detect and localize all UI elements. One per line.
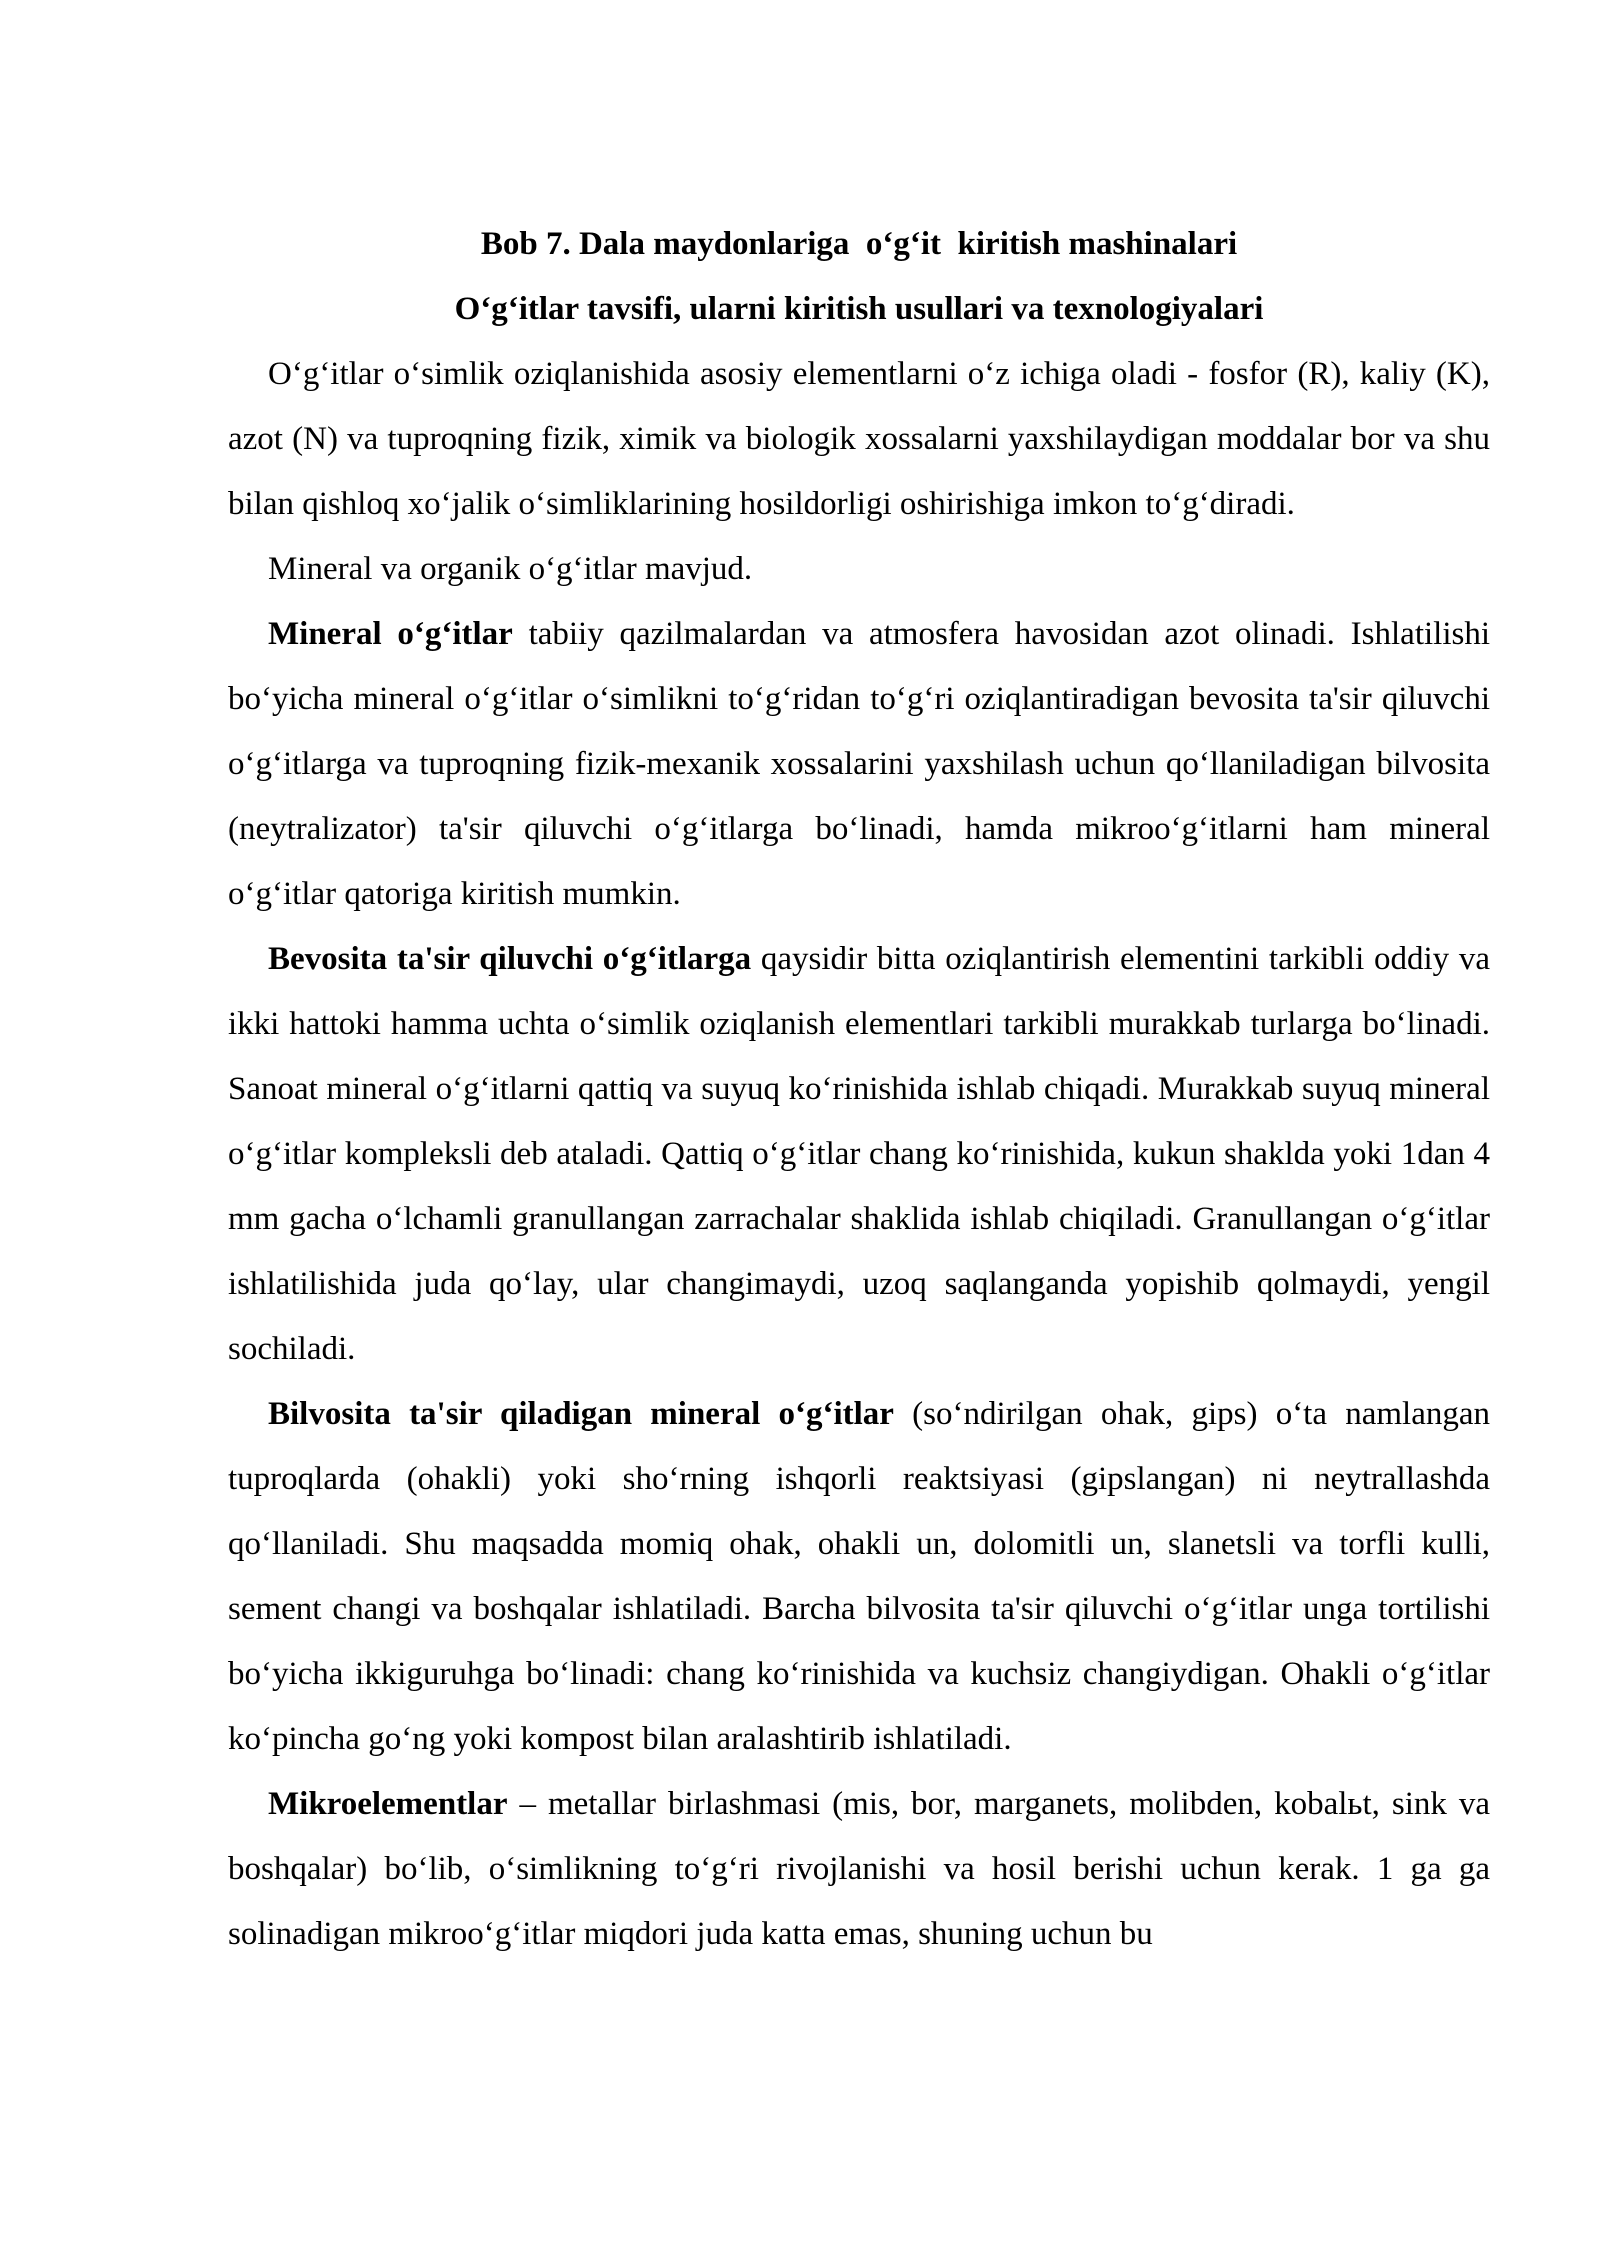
paragraph-direct xyxy=(228,927,1490,1382)
paragraph-text: Mineral va organik o‘g‘itlar mavjud. xyxy=(268,551,753,587)
paragraph-text: O‘g‘itlar o‘simlik oziqlanishida asosiy elementlarni o‘z ichiga oladi - fosfor (R), kaliy (K), azot (N) va tuproqning fizik, ximik va biologik xossalarni yaxshilaydigan moddalar bor va shu bilan qishloq xo‘jalik o‘simliklarining hosildorligi oshirishiga imkon to‘g‘diradi. xyxy=(228,356,1490,522)
paragraph-term: Mikroelementlar xyxy=(268,1786,508,1822)
document-page xyxy=(228,212,1490,1967)
paragraph-term: Bilvosita ta'sir qiladigan mineral o‘g‘itlar xyxy=(268,1396,894,1432)
paragraph-indirect xyxy=(228,1382,1490,1772)
chapter-title: Bob 7. Dala maydonlariga o‘g‘it kiritish mashinalari xyxy=(480,226,1238,262)
paragraph-mineral xyxy=(228,602,1490,927)
paragraph-term: Bevosita ta'sir qiluvchi o‘g‘itlarga xyxy=(268,941,752,977)
section-title: O‘g‘itlar tavsifi, ularni kiritish usullari va texnologiyalari xyxy=(454,291,1264,327)
paragraph-term: Mineral o‘g‘itlar xyxy=(268,616,513,652)
paragraph-micro xyxy=(228,1772,1490,1967)
paragraph-text: – metallar birlashmasi (mis, bor, marganets, molibden, kobalьt, sink va boshqalar) bo‘lib, o‘simlikning to‘g‘ri rivojlanishi va hosil berishi uchun kerak. 1 ga ga solinadigan mikroo‘g‘itlar miqdori juda katta emas, shuning uchun bu xyxy=(228,1786,1490,1952)
paragraph-text: (so‘ndirilgan ohak, gips) o‘ta namlangan tuproqlarda (ohakli) yoki sho‘rning ishqorli reaktsiyasi (gipslangan) ni neytrallashda qo‘llaniladi. Shu maqsadda momiq ohak, ohakli un, dolomitli un, slanetsli va torfli kulli, sement changi va boshqalar ishlatiladi. Barcha bilvosita ta'sir qiluvchi o‘g‘itlar unga tortilishi bo‘yicha ikkiguruhga bo‘linadi: chang ko‘rinishida va kuchsiz changiydigan. Ohakli o‘g‘itlar ko‘pincha go‘ng yoki kompost bilan aralashtirib ishlatiladi. xyxy=(228,1396,1490,1757)
paragraph-intro xyxy=(228,342,1490,537)
paragraph-text: tabiiy qazilmalardan va atmosfera havosidan azot olinadi. Ishlatilishi bo‘yicha mineral o‘g‘itlar o‘simlikni to‘g‘ridan to‘g‘ri oziqlantiradigan bevosita ta'sir qiluvchi o‘g‘itlarga va tuproqning fizik-mexanik xossalarini yaxshilash uchun qo‘llaniladigan bilvosita (neytralizator) ta'sir qiluvchi o‘g‘itlarga bo‘linadi, hamda mikroo‘g‘itlarni ham mineral o‘g‘itlar qatoriga kiritish mumkin. xyxy=(228,616,1490,912)
paragraph-text: qaysidir bitta oziqlantirish elementini tarkibli oddiy va ikki hattoki hamma uchta o‘simlik oziqlanish elementlari tarkibli murakkab turlarga bo‘linadi. Sanoat mineral o‘g‘itlarni qattiq va suyuq ko‘rinishida ishlab chiqadi. Murakkab suyuq mineral o‘g‘itlar kompleksli deb ataladi. Qattiq o‘g‘itlar chang ko‘rinishida, kukun shaklda yoki 1dan 4 mm gacha o‘lchamli granullangan zarrachalar shaklida ishlab chiqiladi. Granullangan o‘g‘itlar ishlatilishida juda qo‘lay, ular changimaydi, uzoq saqlanganda yopishib qolmaydi, yengil sochiladi. xyxy=(228,941,1490,1367)
paragraph-types xyxy=(228,537,1490,602)
